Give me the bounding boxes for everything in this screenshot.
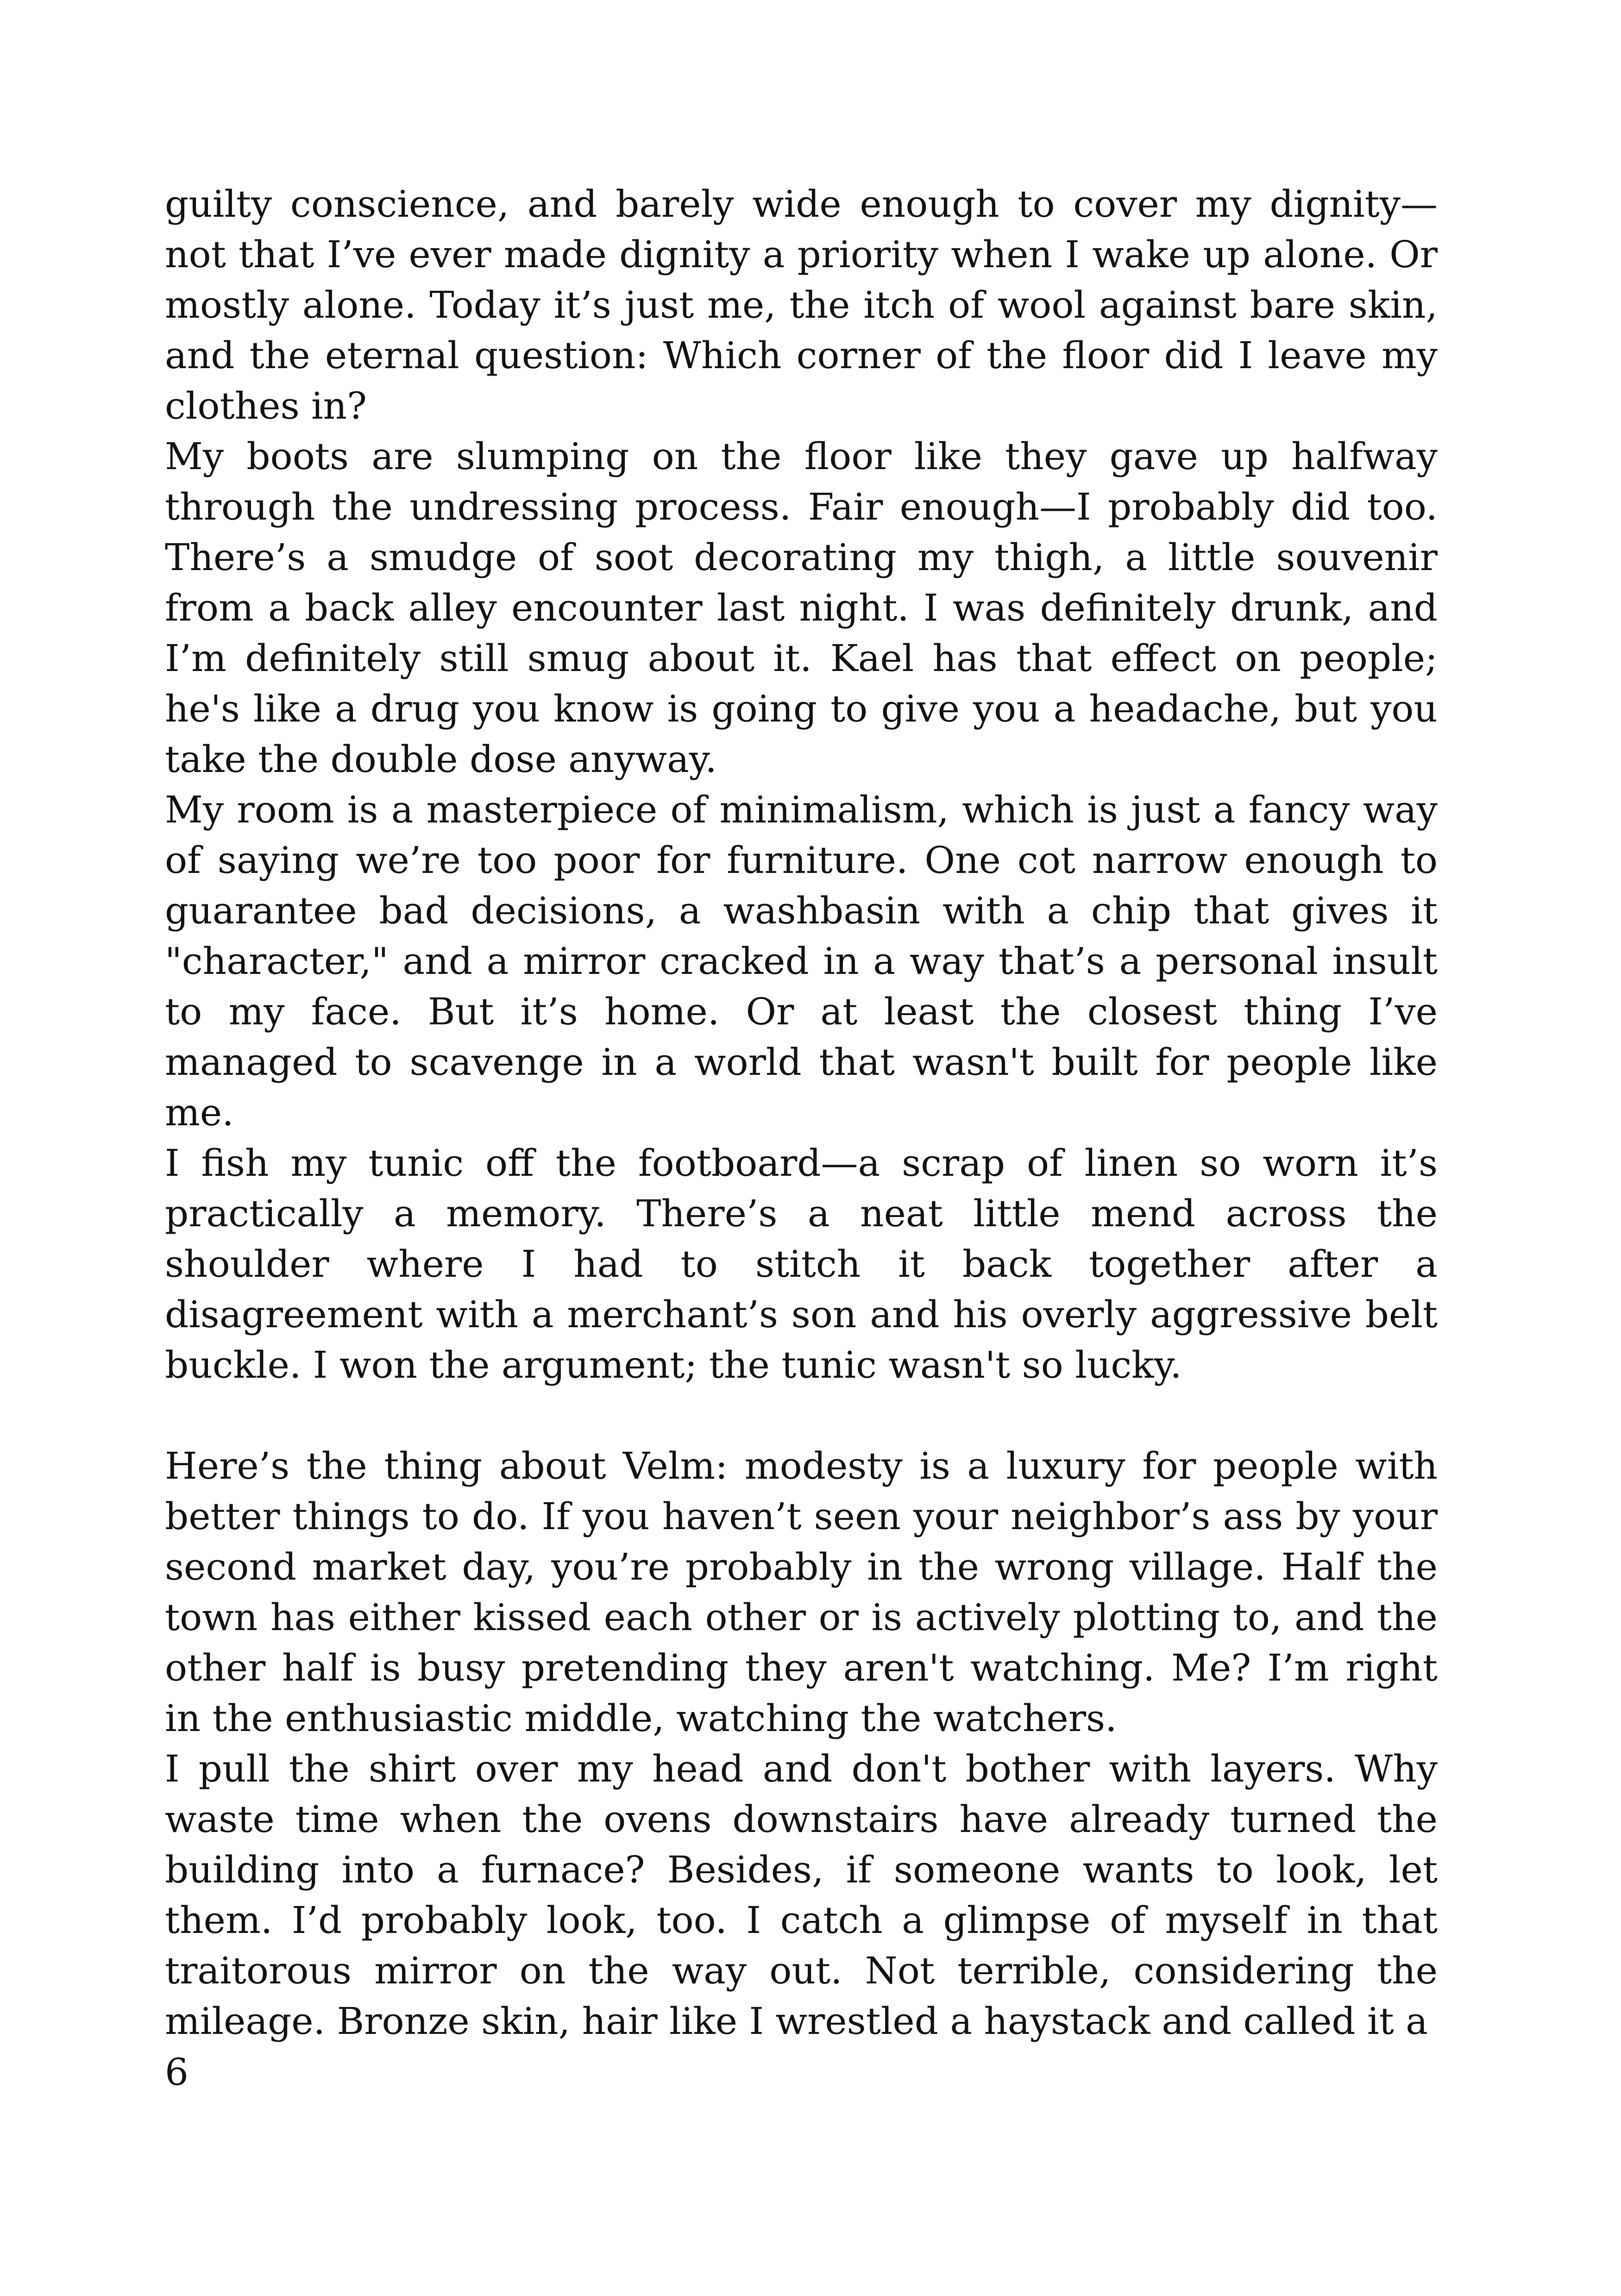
paragraph-2: My boots are slumping on the floor like they gave up halfway through the undressing process. Fair enough—I probably did too. There’s a smudge of soot decorating my thigh, a little souvenir from a back alley encounter last night. I was definitely drunk, and I’m definitely still smug about it. Kael has that effect on people; he's like a drug you know is going to give you a headache, but you take the double dose anyway. xyxy=(165,435,1438,781)
body-text xyxy=(165,179,1438,2046)
paragraph-3: My room is a masterpiece of minimalism, which is just a fancy way of saying we’re too poor for furniture. One cot narrow enough to guarantee bad decisions, a washbasin with a chip that gives it "character," and a mirror cracked in a way that’s a personal insult to my face. But it’s home. Or at least the closest thing I’ve managed to scavenge in a world that wasn't built for people like me. xyxy=(165,788,1438,1134)
paragraph-4: I fish my tunic off the footboard—a scrap of linen so worn it’s practically a memory. There’s a neat little mend across the shoulder where I had to stitch it back together after a disagreement with a merchant’s son and his overly aggressive belt buckle. I won the argument; the tunic wasn't so lucky. xyxy=(165,1142,1438,1386)
paragraph-6: I pull the shirt over my head and don't bother with layers. Why waste time when the ovens downstairs have already turned the building into a furnace? Besides, if someone wants to look, let them. I’d probably look, too. I catch a glimpse of myself in that traitorous mirror on the way out. Not terrible, considering the mileage. Bronze skin, hair like I wrestled a haystack and called it a xyxy=(165,1747,1438,2043)
page-number: 6 xyxy=(165,2051,188,2094)
section-gap xyxy=(165,1390,1438,1441)
paragraph-1: guilty conscience, and barely wide enough to cover my dignity—not that I’ve ever made dignity a priority when I wake up alone. Or mostly alone. Today it’s just me, the itch of wool against bare skin, and the eternal question: Which corner of the floor did I leave my clothes in? xyxy=(165,182,1438,427)
paragraph-5: Here’s the thing about Velm: modesty is a luxury for people with better things to do. If you haven’t seen your neighbor’s ass by your second market day, you’re probably in the wrong village. Half the town has either kissed each other or is actively plotting to, and the other half is busy pretending they aren't watching. Me? I’m right in the enthusiastic middle, watching the watchers. xyxy=(165,1444,1438,1740)
